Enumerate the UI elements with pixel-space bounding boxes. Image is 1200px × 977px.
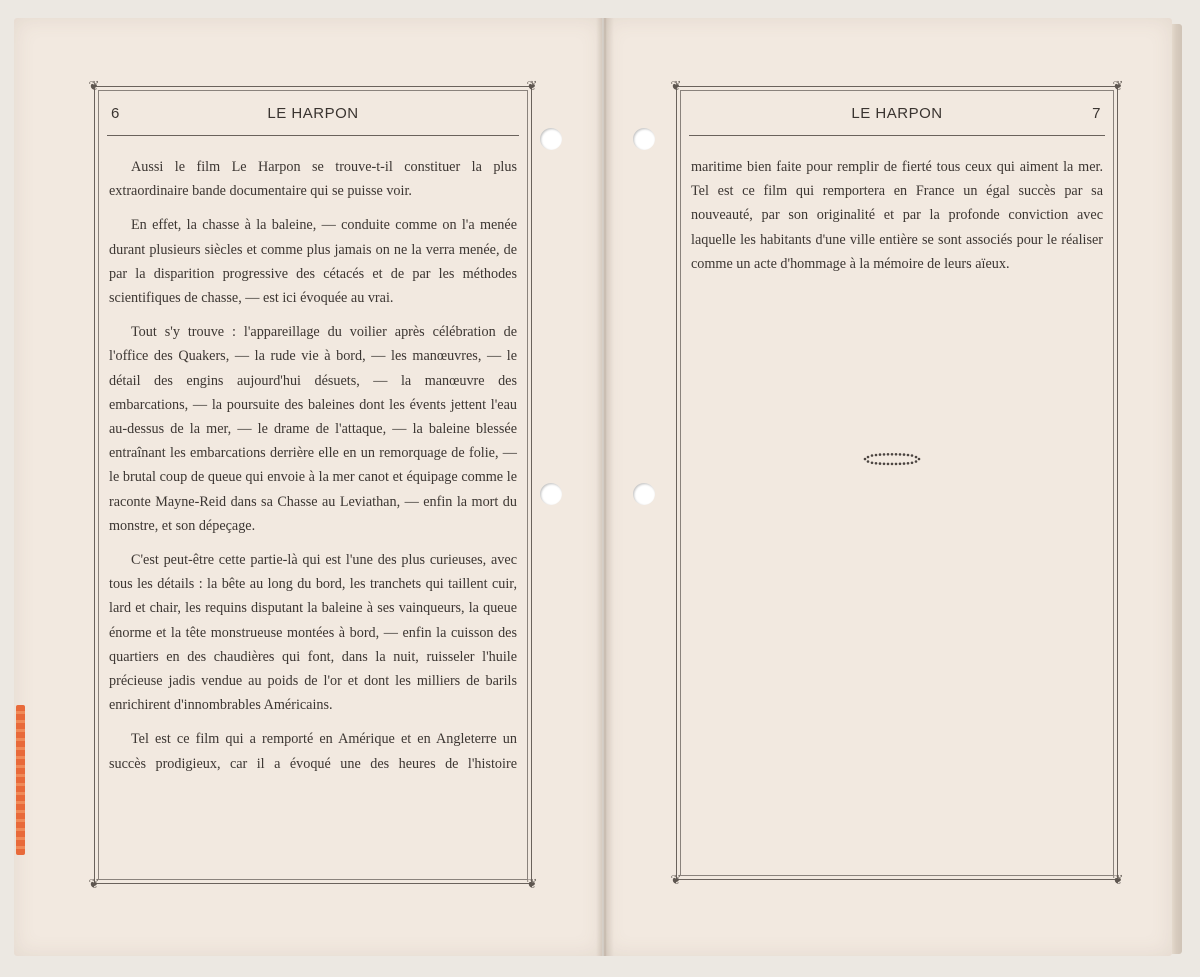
punch-hole-icon <box>540 483 562 505</box>
corner-ornament-icon: ❦ <box>670 78 682 93</box>
right-text-frame <box>670 78 1124 887</box>
orange-tab-edge <box>16 705 25 855</box>
header-rule <box>107 135 519 136</box>
punch-hole-icon <box>633 483 655 505</box>
body-text <box>691 155 1103 286</box>
paragraph: C'est peut-être cette partie-là qui est l'une des plus curieuses, avec tous les détails : la bête au long du bord, les tranchets qui taillent cuir, lard et chair, les requins disputant la baleine à ses vainqueurs, la queue énorme et la tête monstrueuse montées à bord, — enfin la cuisson des quartiers en des chaudières qui font, dans la nuit, ruisseler l'huile précieuse jadis vendue au poids de l'or et dont les milliers de barils enrichirent d'innombrables Américains. <box>109 552 517 714</box>
corner-ornament-icon: ❦ <box>88 876 100 891</box>
running-title: LE HARPON <box>267 105 359 122</box>
corner-ornament-icon: ❦ <box>1112 872 1124 887</box>
corner-ornament-icon: ❦ <box>526 78 538 93</box>
left-text-frame <box>88 78 538 891</box>
page-number: 6 <box>111 105 120 122</box>
body-text <box>109 155 517 786</box>
corner-ornament-icon: ❦ <box>670 872 682 887</box>
corner-ornament-icon: ❦ <box>526 876 538 891</box>
paragraph: maritime bien faite pour remplir de fierté tous ceux qui aiment la mer. Tel est ce film qui remportera en France un égal succès par sa nouveauté, par son originalité et par la profonde conviction avec laquelle les habitants d'une ville entière se sont associés pour le réaliser comme un acte d'hommage à la mémoire de leurs aïeux. <box>691 159 1103 272</box>
book-gutter <box>596 18 614 956</box>
punch-hole-icon <box>540 128 562 150</box>
page-number: 7 <box>1092 105 1101 122</box>
oval-dot-ornament-icon <box>862 451 922 467</box>
running-header <box>107 105 519 131</box>
punch-hole-icon <box>633 128 655 150</box>
paragraph: En effet, la chasse à la baleine, — conduite comme on l'a menée durant plusieurs siècles et comme plus jamais on ne la verra menée, de par la disparition progressive des cétacés et de par les méthodes scientifiques de chasse, — est ici évoquée au vrai. <box>109 217 517 307</box>
page-edge <box>1172 24 1182 954</box>
paragraph: Tout s'y trouve : l'appareillage du voilier après célébration de l'office des Quakers, — la rude vie à bord, — les manœuvres, — le détail des engins aujourd'hui désuets, — la manœuvre des embarcations, — la poursuite des baleines dont les évents jettent l'eau au-dessus de la mer, — le drame de l'attaque, — la baleine blessée entraînant les embarcations derrière elle en un remorquage de folie, — le brutal coup de queue qui envoie à la mer canot et équipage comme le raconte Mayne-Reid dans sa Chasse au Leviathan, — enfin la mort du monstre, et son dépeçage. <box>109 324 517 534</box>
running-header <box>689 105 1105 131</box>
paragraph: Aussi le film Le Harpon se trouve-t-il constituer la plus extraordinaire bande documentaire qui se puisse voir. <box>109 159 517 200</box>
paragraph: Tel est ce film qui a remporté en Amérique et en Angleterre un succès prodigieux, car il a évoqué une des heures de l'histoire <box>109 731 517 772</box>
corner-ornament-icon: ❦ <box>88 78 100 93</box>
header-rule <box>689 135 1105 136</box>
corner-ornament-icon: ❦ <box>1112 78 1124 93</box>
running-title: LE HARPON <box>851 105 943 122</box>
